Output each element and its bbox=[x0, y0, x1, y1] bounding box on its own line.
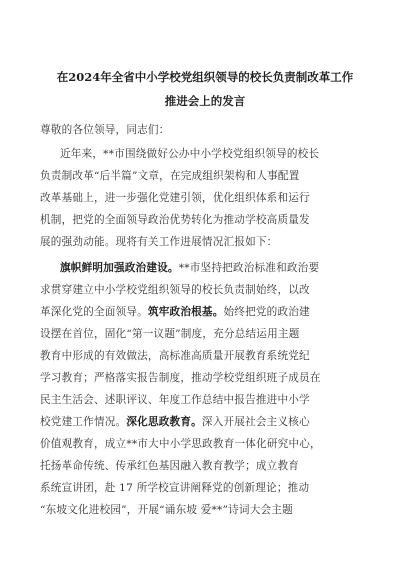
paragraph2-line: 设摆在首位，固化“第一议题”制度，充分总结运用主题 bbox=[40, 328, 300, 340]
paragraph1-line: 机制，把党的全面领导政治优势转化为推动学校高质量发 bbox=[40, 214, 310, 226]
paragraph1-line: 改革基础上，进一步强化党建引领，优化组织体系和运行 bbox=[40, 192, 310, 204]
paragraph2-line bbox=[60, 260, 319, 275]
paragraph-text: 校党建工作情况。 bbox=[40, 416, 127, 428]
subsection-heading: 深化思政教育。 bbox=[126, 416, 202, 428]
paragraph2-line: 民主生活会、述职评议、年度工作总结中报告推进中小学 bbox=[40, 394, 310, 406]
paragraph2-line bbox=[40, 414, 310, 429]
paragraph2-line: 托扬革命传统、传承红色基因融入教育教学；成立教育 bbox=[40, 460, 300, 472]
paragraph1-line: 近年来，**市围绕做好公办中小学校党组织领导的校长 bbox=[60, 148, 320, 160]
paragraph2-line: 学习教育；严格落实报告制度，推动学校党组织班子成员在 bbox=[40, 372, 321, 384]
document-title-line2: 推进会上的发言 bbox=[164, 94, 246, 108]
paragraph-text: 革深化党的全面领导。 bbox=[40, 306, 148, 318]
paragraph-text: **市坚持把政治标准和政治要 bbox=[178, 262, 320, 274]
paragraph2-line: 教育中形成的有效做法，高标准高质量开展教育系统党纪 bbox=[40, 350, 310, 362]
subsection-heading: 筑牢政治根基。 bbox=[147, 306, 224, 318]
paragraph2-line: 求贯穿建立中小学校党组织领导的校长负责制始终，以改 bbox=[40, 284, 310, 296]
paragraph2-line: 价值观教育，成立**市大中小学思政教育一体化研究中心， bbox=[40, 438, 321, 450]
section-heading: 旗帜鲜明加强政治建设。 bbox=[60, 262, 179, 274]
paragraph2-line bbox=[40, 304, 310, 319]
salutation: 尊敬的各位领导，同志们： bbox=[40, 124, 170, 136]
paragraph-text: 深入开展社会主义核心 bbox=[201, 416, 310, 428]
paragraph1-line: 负责制改革“后半篇”文章，在完成组织架构和人事配置 bbox=[40, 170, 300, 182]
paragraph2-line: 系统宣讲团，赴 17 所学校宣讲阐释党的创新理论；推动 bbox=[40, 482, 310, 494]
paragraph2-line: “东坡文化进校园”，开展“诵东坡 爱**”诗词大会主题 bbox=[40, 504, 293, 516]
paragraph-text: 始终把党的政治建 bbox=[223, 306, 310, 318]
paragraph1-line: 展的强劲动能。现将有关工作进展情况汇报如下： bbox=[40, 236, 278, 248]
document-title-line1: 在2024年全省中小学校党组织领导的校长负责制改革工作 bbox=[56, 70, 354, 84]
